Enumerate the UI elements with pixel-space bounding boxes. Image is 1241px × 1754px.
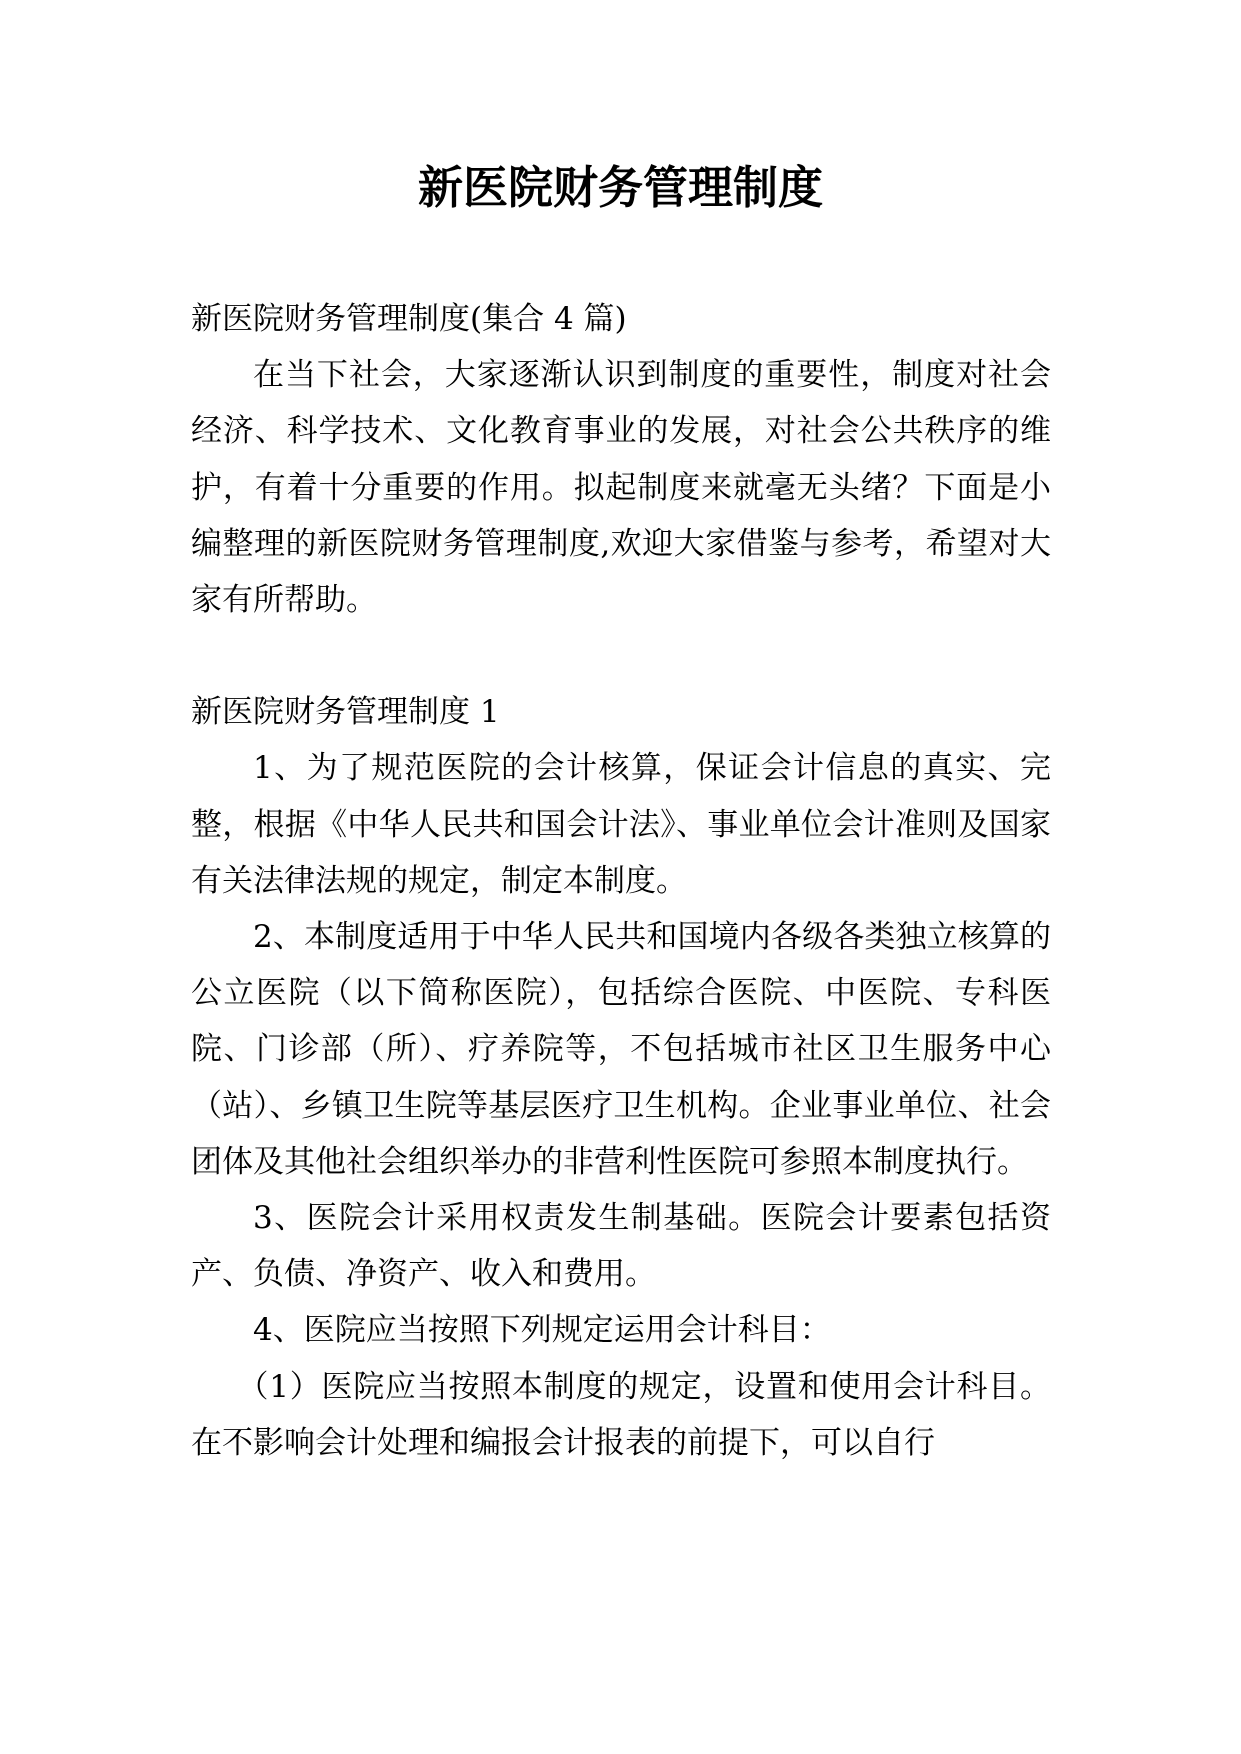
intro-paragraph: 在当下社会，大家逐渐认识到制度的重要性，制度对社会经济、科学技术、文化教育事业的发展，对社会公共秩序的维护，有着十分重要的作用。拟起制度来就毫无头绪？下面是小编整理的新医院财务管理制度,欢迎大家借鉴与参考，希望对大家有所帮助。 <box>191 357 1051 619</box>
article-paragraph: 2、本制度适用于中华人民共和国境内各级各类独立核算的公立医院（以下简称医院），包括综合医院、中医院、专科医院、门诊部（所）、疗养院等，不包括城市社区卫生服务中心（站）、乡镇卫生院等基层医疗卫生机构。企业事业单位、社会团体及其他社会组织举办的非营利性医院可参照本制度执行。 <box>191 919 1051 1180</box>
document-body <box>191 291 1051 1471</box>
article-paragraph: 4、医院应当按照下列规定运用会计科目： <box>253 1312 831 1349</box>
section-heading: 新医院财务管理制度 1 <box>191 694 500 731</box>
collection-subtitle: 新医院财务管理制度(集合 4 篇) <box>191 301 627 337</box>
article-paragraph: 1、为了规范医院的会计核算，保证会计信息的真实、完整，根据《中华人民共和国会计法》、事业单位会计准则及国家有关法律法规的规定，制定本制度。 <box>191 750 1051 899</box>
article-paragraph: 3、医院会计采用权责发生制基础。医院会计要素包括资产、负债、净资产、收入和费用。 <box>191 1200 1051 1293</box>
document-title: 新医院财务管理制度 <box>417 161 823 214</box>
clause-paragraph: （1）医院应当按照本制度的规定，设置和使用会计科目。在不影响会计处理和编报会计报表的前提下，可以自行 <box>191 1368 1051 1461</box>
section-spacer <box>191 628 1051 684</box>
